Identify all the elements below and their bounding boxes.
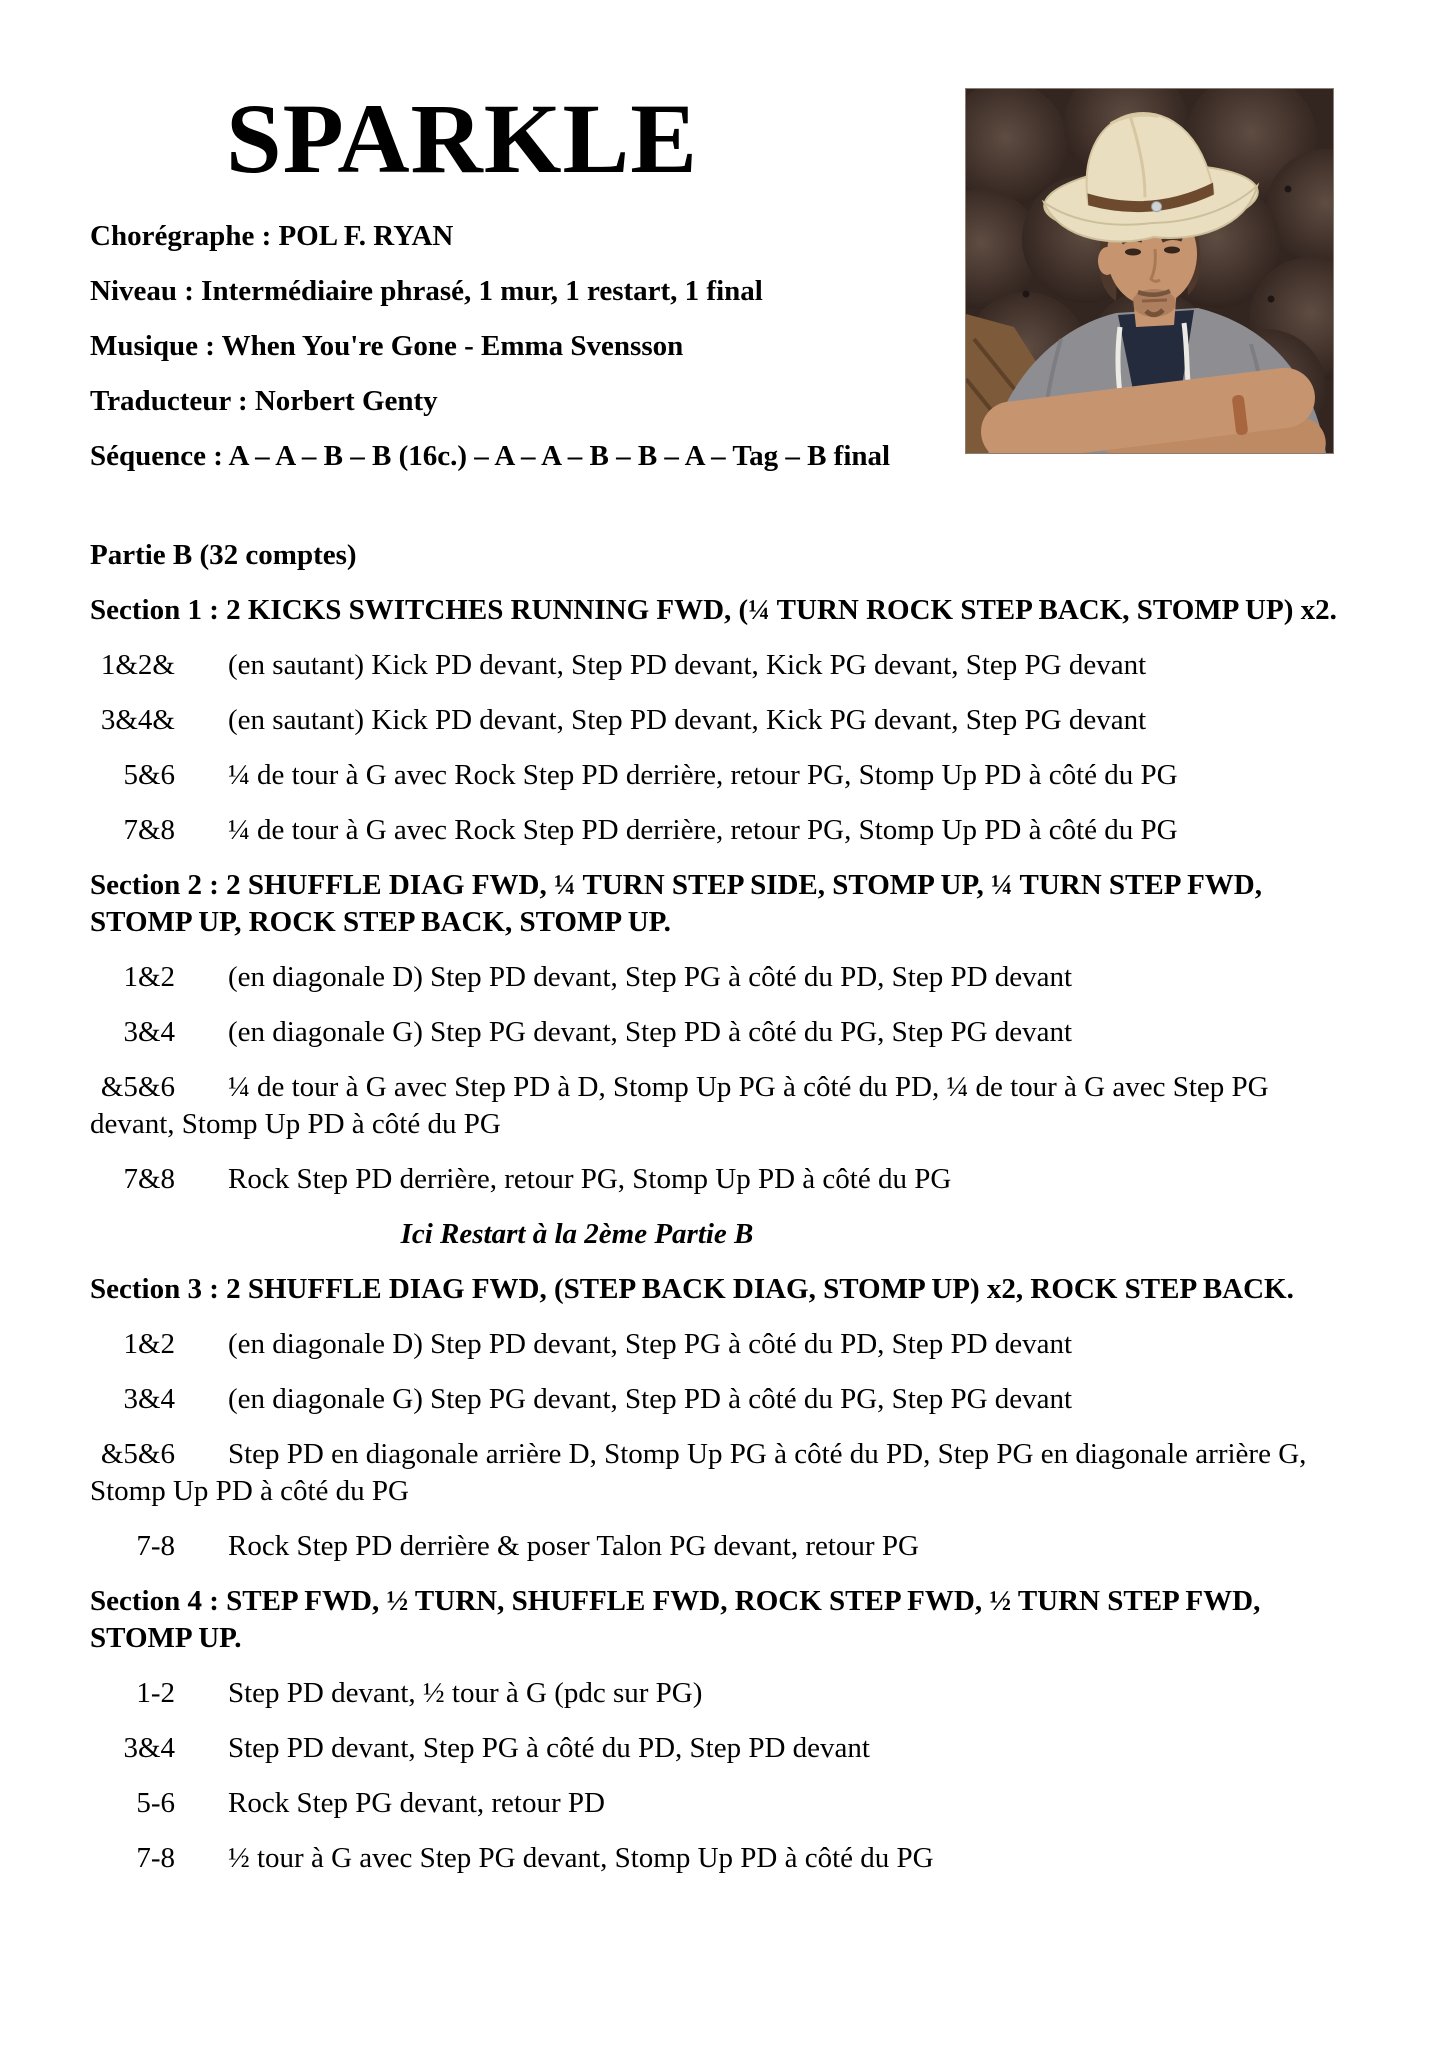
section-1-heading: Section 1 : 2 KICKS SWITCHES RUNNING FWD, (¼ TURN ROCK STEP BACK, STOMP UP) x2. <box>90 594 1337 626</box>
step-count: 1&2 <box>123 961 175 993</box>
music-line: Musique : When You're Gone - Emma Svensson <box>90 330 684 362</box>
step-row <box>90 812 1345 849</box>
level-line: Niveau : Intermédiaire phrasé, 1 mur, 1 restart, 1 final <box>90 275 763 307</box>
step-row <box>90 702 1345 739</box>
step-row <box>90 1014 1345 1051</box>
page-title: SPARKLE <box>226 83 698 194</box>
step-text: (en diagonale D) Step PD devant, Step PG à côté du PD, Step PD devant <box>228 1328 1073 1360</box>
step-text: (en sautant) Kick PD devant, Step PD devant, Kick PG devant, Step PG devant <box>228 649 1147 681</box>
step-row <box>90 647 1345 684</box>
step-row <box>90 1326 1345 1363</box>
step-row <box>90 1161 1345 1198</box>
choreographer-line: Chorégraphe : POL F. RYAN <box>90 220 454 252</box>
step-row <box>90 1675 1345 1712</box>
step-count: 3&4 <box>123 1016 175 1048</box>
section-4-heading: Section 4 : STEP FWD, ½ TURN, SHUFFLE FWD, ROCK STEP FWD, ½ TURN STEP FWD, STOMP UP. <box>90 1585 1261 1654</box>
step-count: 1&2& <box>100 649 175 681</box>
step-count: 3&4& <box>100 704 175 736</box>
step-count: &5&6 <box>100 1071 175 1103</box>
step-count: 3&4 <box>123 1732 175 1764</box>
step-text: (en diagonale G) Step PG devant, Step PD à côté du PG, Step PG devant <box>228 1383 1073 1415</box>
section-3-heading: Section 3 : 2 SHUFFLE DIAG FWD, (STEP BACK DIAG, STOMP UP) x2, ROCK STEP BACK. <box>90 1273 1294 1305</box>
step-count: 7-8 <box>136 1842 175 1874</box>
step-row <box>90 1381 1345 1418</box>
step-text: Step PD devant, ½ tour à G (pdc sur PG) <box>228 1677 703 1709</box>
step-text: Step PD devant, Step PG à côté du PD, Step PD devant <box>228 1732 870 1764</box>
hat-band-buckle <box>1151 201 1162 212</box>
step-text: ¼ de tour à G avec Rock Step PD derrière, retour PG, Stomp Up PD à côté du PG <box>228 759 1178 791</box>
step-text: ¼ de tour à G avec Step PD à D, Stomp Up PG à côté du PD, ¼ de tour à G avec Step PG devant, Stomp Up PD à côté du PG <box>90 1071 1269 1140</box>
step-count: 3&4 <box>123 1383 175 1415</box>
step-text: (en diagonale G) Step PG devant, Step PD à côté du PG, Step PG devant <box>228 1016 1073 1048</box>
step-count: 7&8 <box>123 1163 175 1195</box>
step-row <box>90 1840 1345 1877</box>
sequence-line: Séquence : A – A – B – B (16c.) – A – A – B – B – A – Tag – B final <box>90 440 891 472</box>
step-text: ¼ de tour à G avec Rock Step PD derrière, retour PG, Stomp Up PD à côté du PG <box>228 814 1178 846</box>
step-row <box>90 757 1345 794</box>
step-count: 7&8 <box>123 814 175 846</box>
step-text: Rock Step PD derrière & poser Talon PG devant, retour PG <box>228 1530 919 1562</box>
step-count: 5-6 <box>136 1787 175 1819</box>
restart-note: Ici Restart à la 2ème Partie B <box>400 1218 754 1250</box>
step-text: ½ tour à G avec Step PG devant, Stomp Up PD à côté du PG <box>228 1842 934 1874</box>
step-count: 1-2 <box>136 1677 175 1709</box>
right-eye <box>1164 247 1180 254</box>
step-count: 1&2 <box>123 1328 175 1360</box>
step-count: 5&6 <box>123 759 175 791</box>
step-row <box>90 1069 1345 1143</box>
step-row <box>90 1785 1345 1822</box>
step-row <box>90 1730 1345 1767</box>
step-row <box>90 1528 1345 1565</box>
step-count: 7-8 <box>136 1530 175 1562</box>
document-body <box>0 218 1345 1877</box>
step-text: (en diagonale D) Step PD devant, Step PG à côté du PD, Step PD devant <box>228 961 1073 993</box>
choreographer-photo <box>965 88 1334 454</box>
step-row <box>90 1436 1345 1510</box>
step-text: Step PD en diagonale arrière D, Stomp Up PG à côté du PD, Step PG en diagonale arrière G, Stomp Up PD à côté du PG <box>90 1438 1307 1507</box>
step-count: &5&6 <box>100 1438 175 1470</box>
part-b-heading: Partie B (32 comptes) <box>90 539 357 571</box>
left-eye <box>1125 249 1141 256</box>
step-text: Rock Step PD derrière, retour PG, Stomp Up PD à côté du PG <box>228 1163 952 1195</box>
step-text: Rock Step PG devant, retour PD <box>228 1787 605 1819</box>
step-row <box>90 959 1345 996</box>
translator-line: Traducteur : Norbert Genty <box>90 385 438 417</box>
photo-illustration <box>966 89 1333 453</box>
mouth <box>1142 300 1167 301</box>
section-2-heading: Section 2 : 2 SHUFFLE DIAG FWD, ¼ TURN STEP SIDE, STOMP UP, ¼ TURN STEP FWD, STOMP UP, ROCK STEP BACK, STOMP UP. <box>90 869 1262 938</box>
step-text: (en sautant) Kick PD devant, Step PD devant, Kick PG devant, Step PG devant <box>228 704 1147 736</box>
